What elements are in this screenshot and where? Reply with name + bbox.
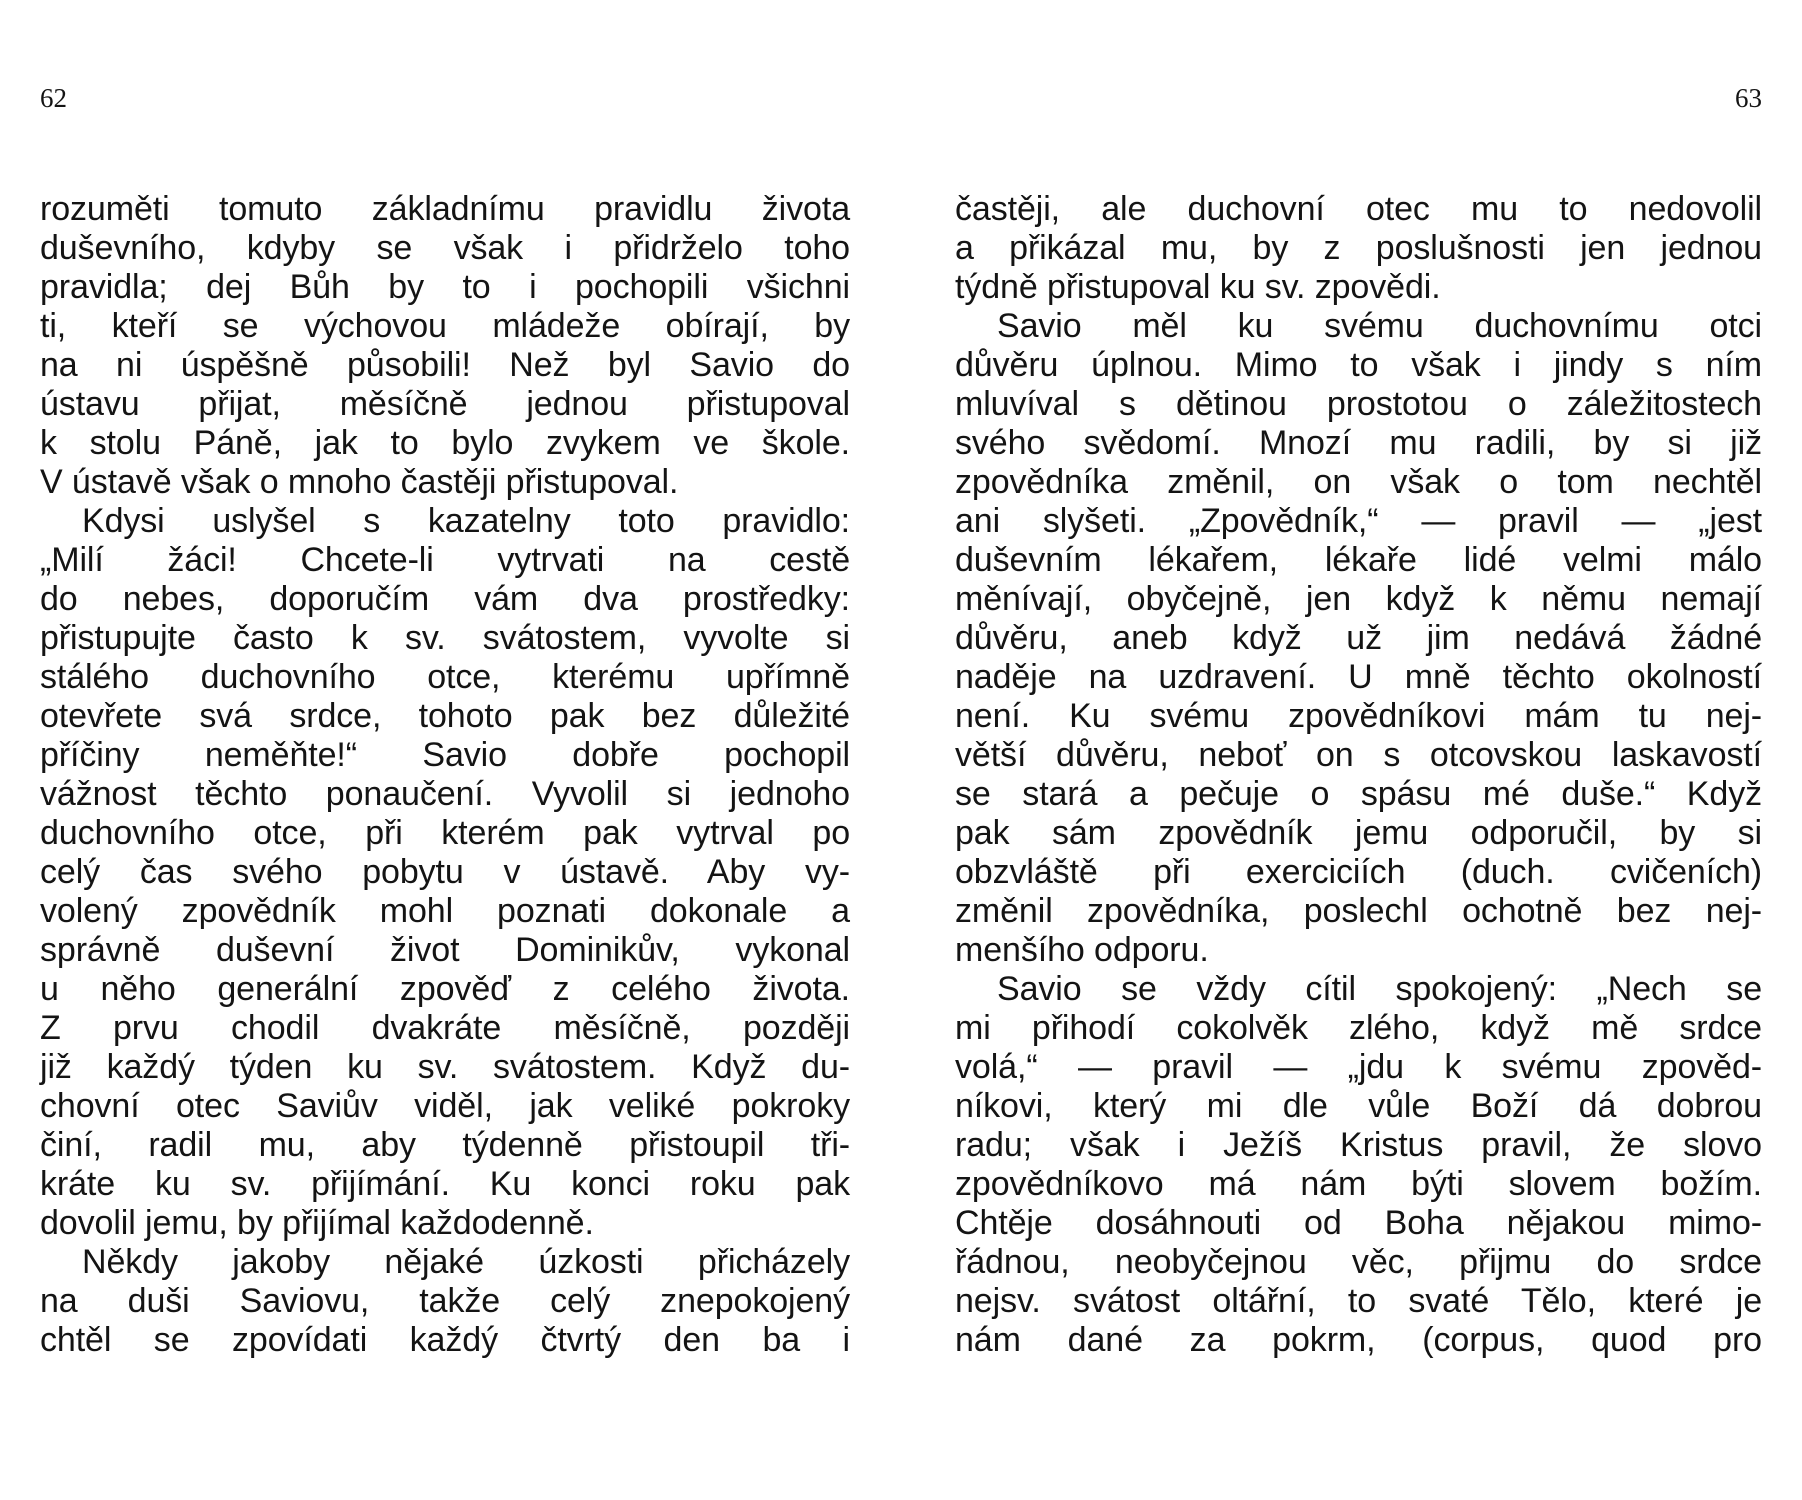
- text-line: svého svědomí. Mnozí mu radili, by si již: [955, 424, 1762, 462]
- text-line: obzvláště při exerciciích (duch. cvičeních): [955, 853, 1762, 891]
- text-line: níkovi, který mi dle vůle Boží dá dobrou: [955, 1087, 1762, 1125]
- text-line: rozuměti tomuto základnímu pravidlu života: [40, 190, 850, 228]
- text-line: celý čas svého pobytu v ústavě. Aby vy-: [40, 853, 850, 891]
- text-line: naděje na uzdravení. U mně těchto okolností: [955, 658, 1762, 696]
- text-line: na duši Saviovu, takže celý znepokojený: [40, 1282, 850, 1320]
- text-line: „Milí žáci! Chcete-li vytrvati na cestě: [40, 541, 850, 579]
- text-line: zpovědníka změnil, on však o tom nechtěl: [955, 463, 1762, 501]
- text-line: menšího odporu.: [955, 931, 1209, 969]
- text-line: ani slyšeti. „Zpovědník,“ — pravil — „jest: [955, 502, 1762, 540]
- text-line: vážnost těchto ponaučení. Vyvolil si jednoho: [40, 775, 850, 813]
- text-line: dovolil jemu, by přijímal každodenně.: [40, 1204, 594, 1242]
- text-line: na ni úspěšně působili! Než byl Savio do: [40, 346, 850, 384]
- text-line: řádnou, neobyčejnou věc, přijmu do srdce: [955, 1243, 1762, 1281]
- text-line: u něho generální zpověď z celého života.: [40, 970, 850, 1008]
- text-line: chovní otec Saviův viděl, jak veliké pokroky: [40, 1087, 850, 1125]
- text-line: se stará a pečuje o spásu mé duše.“ Když: [955, 775, 1762, 813]
- text-line: nejsv. svátost oltářní, to svaté Tělo, které je: [955, 1282, 1762, 1320]
- text-line: častěji, ale duchovní otec mu to nedovolil: [955, 190, 1762, 228]
- text-line: radu; však i Ježíš Kristus pravil, že slovo: [955, 1126, 1762, 1164]
- text-line: větší důvěru, neboť on s otcovskou laskavostí: [955, 736, 1762, 774]
- text-line: volá,“ — pravil — „jdu k svému zpověd-: [955, 1048, 1762, 1086]
- text-line: správně duševní život Dominikův, vykonal: [40, 931, 850, 969]
- text-line: Savio se vždy cítil spokojený: „Nech se: [997, 970, 1762, 1008]
- text-line: již každý týden ku sv. svátostem. Když du-: [40, 1048, 850, 1086]
- page-text: [955, 190, 1762, 1360]
- right-page: [955, 0, 1762, 1500]
- text-line: V ústavě však o mnoho častěji přistupoval.: [40, 463, 679, 501]
- text-line: kráte ku sv. přijímání. Ku konci roku pak: [40, 1165, 850, 1203]
- text-line: ti, kteří se výchovou mládeže obírají, by: [40, 307, 850, 345]
- text-line: chtěl se zpovídati každý čtvrtý den ba i: [40, 1321, 850, 1359]
- text-line: ústavu přijat, měsíčně jednou přistupoval: [40, 385, 850, 423]
- text-line: týdně přistupoval ku sv. zpovědi.: [955, 268, 1441, 306]
- text-line: Někdy jakoby nějaké úzkosti přicházely: [82, 1243, 850, 1281]
- text-line: k stolu Páně, jak to bylo zvykem ve škole.: [40, 424, 850, 462]
- text-line: přistupujte často k sv. svátostem, vyvolte si: [40, 619, 850, 657]
- text-line: není. Ku svému zpovědníkovi mám tu nej-: [955, 697, 1762, 735]
- left-page: [40, 0, 850, 1500]
- text-line: mluvíval s dětinou prostotou o záležitostech: [955, 385, 1762, 423]
- text-line: mi přihodí cokolvěk zlého, když mě srdce: [955, 1009, 1762, 1047]
- page-number: 62: [40, 83, 67, 113]
- text-line: duševního, kdyby se však i přidrželo toho: [40, 229, 850, 267]
- text-line: Kdysi uslyšel s kazatelny toto pravidlo:: [82, 502, 850, 540]
- text-line: volený zpovědník mohl poznati dokonale a: [40, 892, 850, 930]
- text-line: Z prvu chodil dvakráte měsíčně, později: [40, 1009, 850, 1047]
- text-line: důvěru úplnou. Mimo to však i jindy s ním: [955, 346, 1762, 384]
- text-line: pak sám zpovědník jemu odporučil, by si: [955, 814, 1762, 852]
- text-line: Savio měl ku svému duchovnímu otci: [997, 307, 1762, 345]
- text-line: duchovního otce, při kterém pak vytrval po: [40, 814, 850, 852]
- text-line: a přikázal mu, by z poslušnosti jen jednou: [955, 229, 1762, 267]
- text-line: změnil zpovědníka, poslechl ochotně bez nej-: [955, 892, 1762, 930]
- page-number: 63: [1735, 83, 1762, 113]
- text-line: Chtěje dosáhnouti od Boha nějakou mimo-: [955, 1204, 1762, 1242]
- text-line: činí, radil mu, aby týdenně přistoupil tři-: [40, 1126, 850, 1164]
- text-line: stálého duchovního otce, kterému upřímně: [40, 658, 850, 696]
- page-text: [40, 190, 850, 1360]
- text-line: do nebes, doporučím vám dva prostředky:: [40, 580, 850, 618]
- text-line: měnívají, obyčejně, jen když k němu nemají: [955, 580, 1762, 618]
- text-line: otevřete svá srdce, tohoto pak bez důležité: [40, 697, 850, 735]
- text-line: zpovědníkovo má nám býti slovem božím.: [955, 1165, 1762, 1203]
- text-line: duševním lékařem, lékaře lidé velmi málo: [955, 541, 1762, 579]
- text-line: příčiny neměňte!“ Savio dobře pochopil: [40, 736, 850, 774]
- text-line: nám dané za pokrm, (corpus, quod pro: [955, 1321, 1762, 1359]
- text-line: pravidla; dej Bůh by to i pochopili všichni: [40, 268, 850, 306]
- text-line: důvěru, aneb když už jim nedává žádné: [955, 619, 1762, 657]
